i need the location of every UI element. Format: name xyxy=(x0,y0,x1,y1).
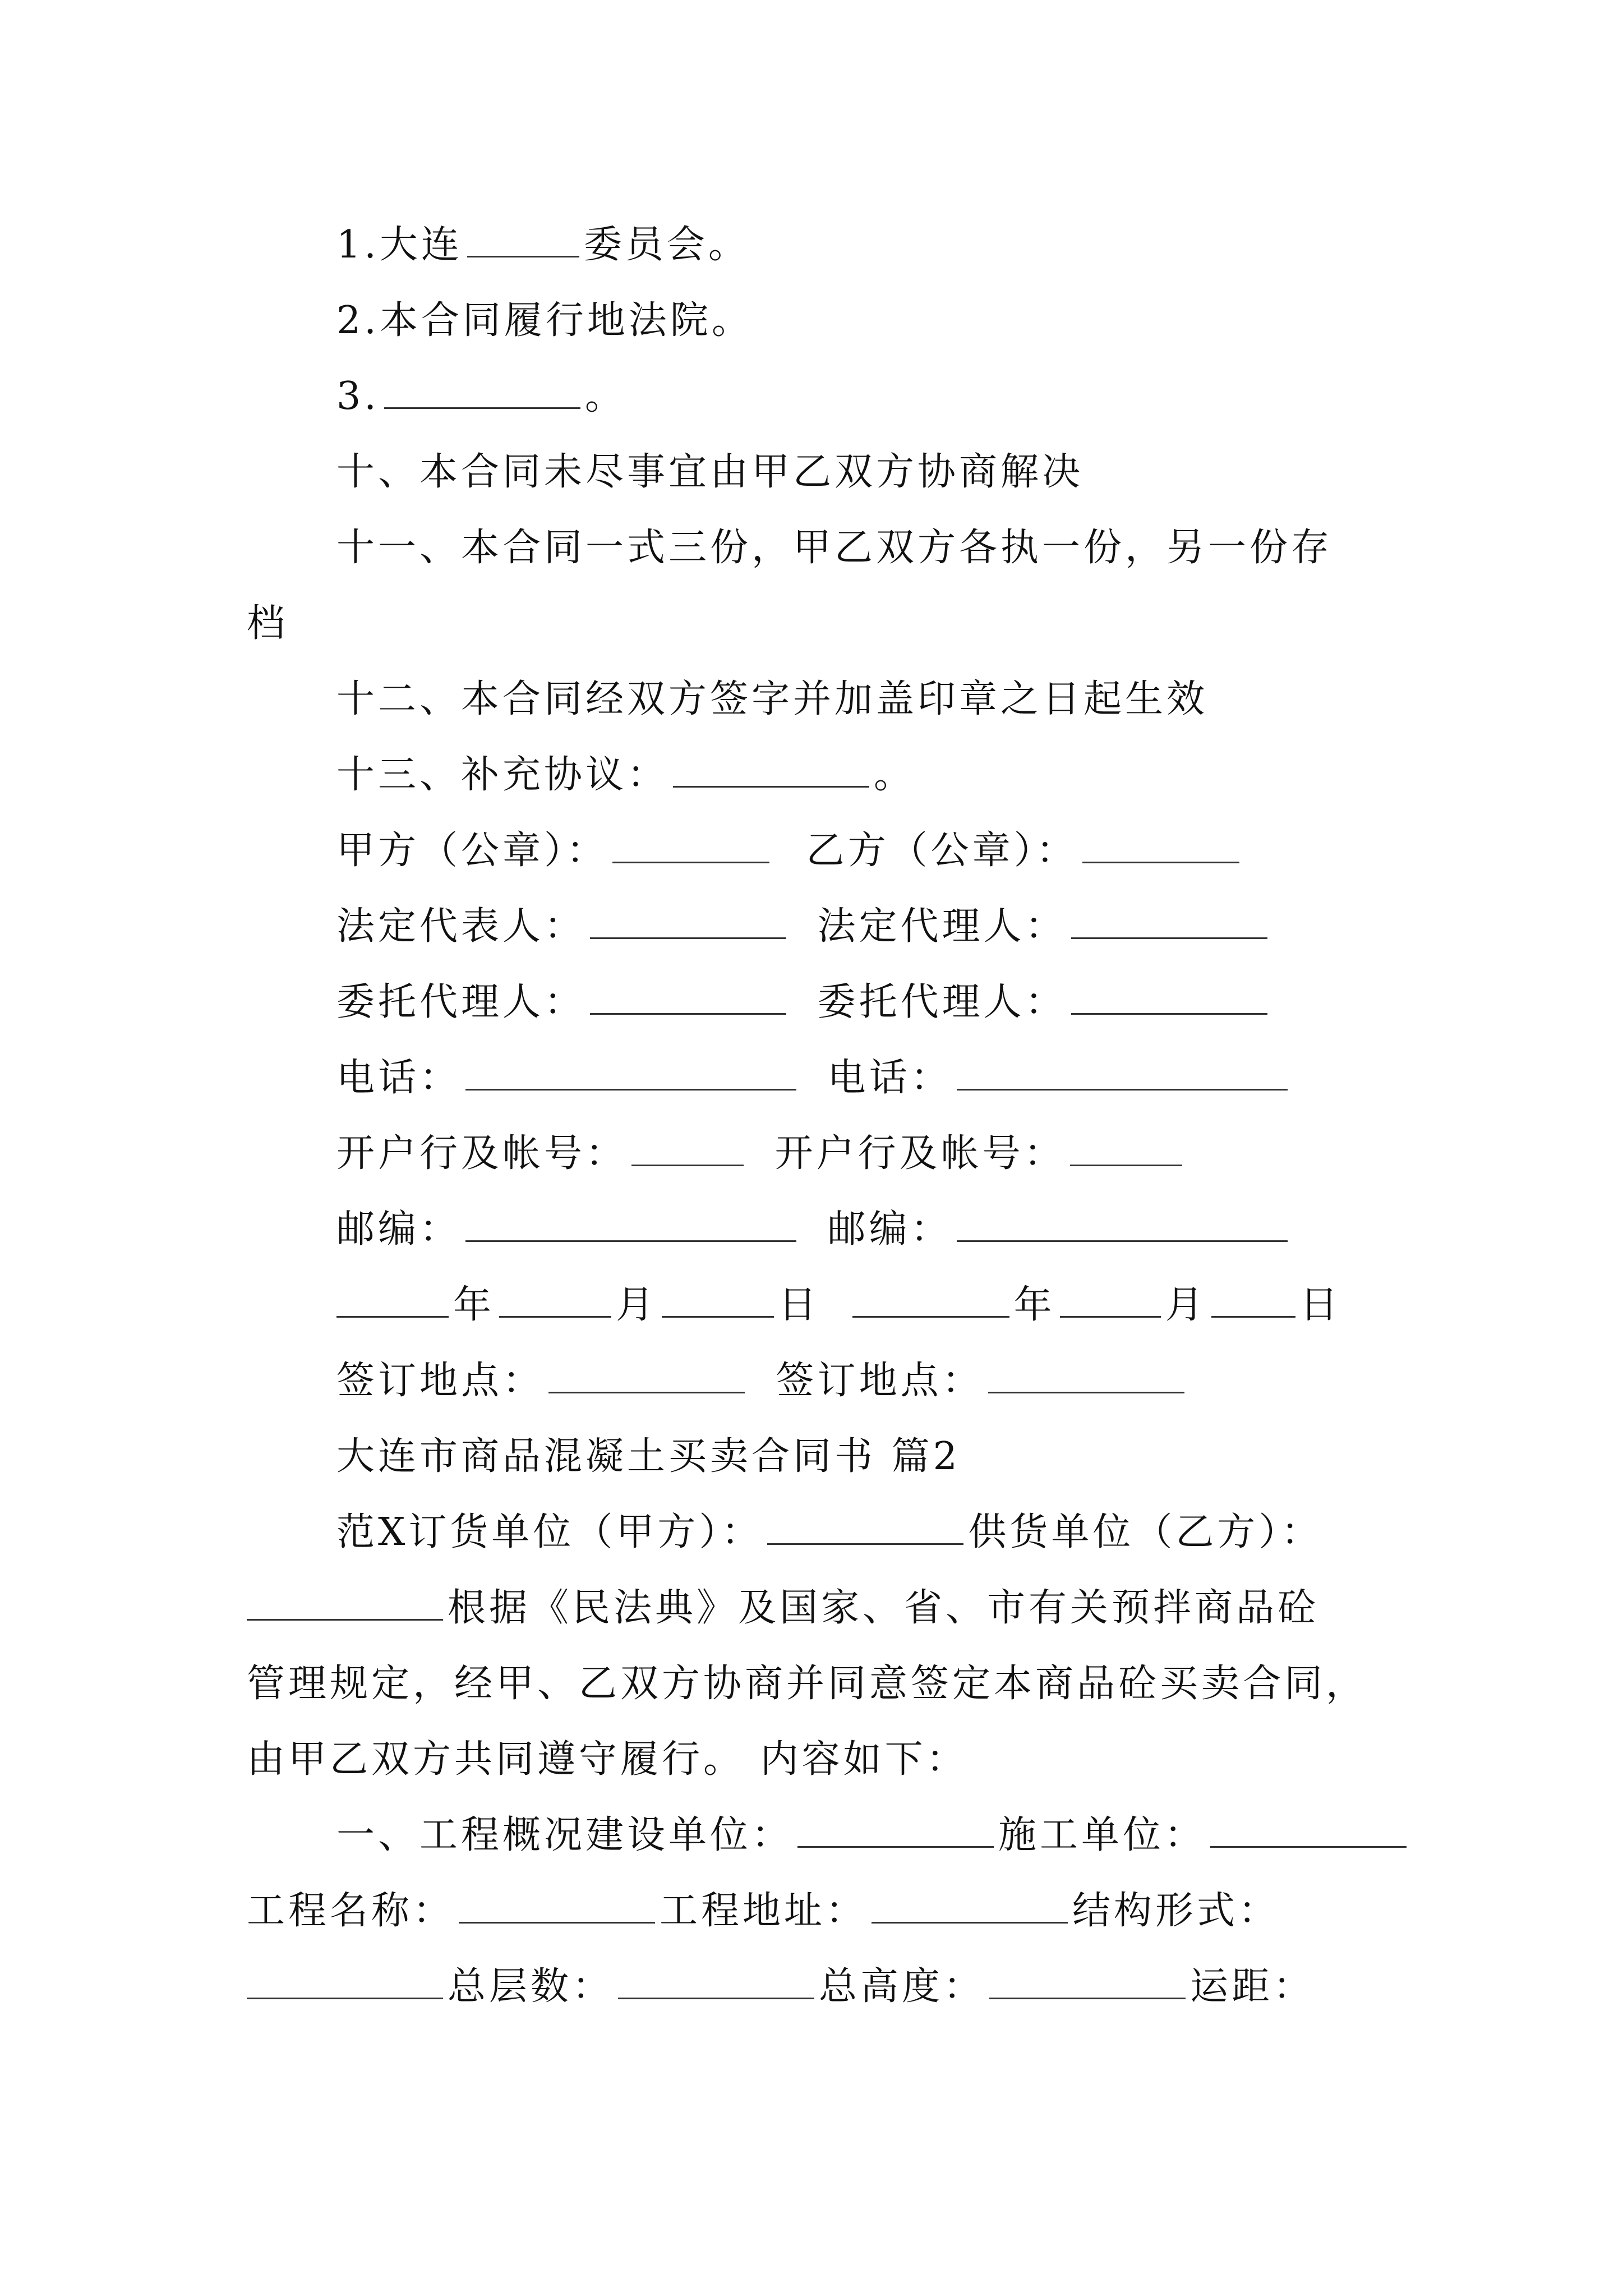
clause-text: 供货单位（乙方）： xyxy=(968,1510,1323,1554)
clause-text: 委员会。 xyxy=(583,223,750,267)
blank-field xyxy=(767,1512,963,1545)
blank-field xyxy=(1082,830,1239,863)
legal-agent-label: 法定代理人： xyxy=(817,904,1067,949)
blank-field xyxy=(1210,1815,1407,1848)
clause-line xyxy=(336,297,1481,344)
clause-line xyxy=(336,1509,1481,1556)
clause-text: 一、工程概况建设单位： xyxy=(336,1813,794,1857)
blank-field xyxy=(872,1890,1068,1924)
blank-field xyxy=(465,1209,796,1242)
clause-line xyxy=(247,600,1391,647)
year-label: 年 xyxy=(453,1283,495,1327)
blank-field xyxy=(618,1966,814,1999)
section-title xyxy=(336,1433,1481,1480)
clause-text: 施工单位： xyxy=(998,1813,1206,1857)
signing-place-label: 签订地点： xyxy=(336,1359,545,1403)
date-row xyxy=(336,1282,1481,1329)
signing-place-label: 签订地点： xyxy=(776,1359,984,1403)
party-a-seal-label: 甲方（公章）： xyxy=(336,829,608,873)
clause-text: 。 xyxy=(874,753,916,797)
entrusted-agent-label: 委托代理人： xyxy=(336,980,586,1024)
signature-row xyxy=(336,1206,1481,1253)
signature-row xyxy=(336,827,1481,875)
blank-field xyxy=(957,1209,1288,1242)
signature-row xyxy=(336,979,1481,1026)
clause-text: 档 xyxy=(247,601,289,646)
clause-text: 运距： xyxy=(1190,1964,1315,2009)
blank-field xyxy=(590,982,786,1015)
blank-field xyxy=(631,1133,744,1166)
blank-field xyxy=(662,1285,774,1318)
blank-field xyxy=(1070,1133,1182,1166)
postcode-label: 邮编： xyxy=(827,1207,952,1251)
blank-field xyxy=(1060,1285,1161,1318)
month-label: 月 xyxy=(616,1283,658,1327)
clause-text: 结构形式： xyxy=(1072,1889,1280,1933)
blank-field xyxy=(797,1815,994,1848)
clause-text: 工程地址： xyxy=(660,1889,868,1933)
clause-line xyxy=(247,1660,1391,1708)
postcode-label: 邮编： xyxy=(336,1207,462,1251)
clause-line xyxy=(336,222,1481,269)
clause-line xyxy=(336,373,1481,420)
blank-field xyxy=(1071,906,1267,939)
clause-text: 2.本合同履行地法院。 xyxy=(336,298,753,343)
month-label: 月 xyxy=(1165,1283,1207,1327)
clause-line xyxy=(336,1812,1481,1859)
clause-text: 3. xyxy=(336,374,380,418)
clause-text: 工程名称： xyxy=(247,1889,455,1933)
blank-field xyxy=(467,224,579,257)
day-label: 日 xyxy=(778,1283,820,1327)
clause-line xyxy=(247,1585,1391,1632)
blank-field xyxy=(988,1360,1184,1393)
signature-row xyxy=(336,903,1481,950)
blank-field xyxy=(499,1285,611,1318)
blank-field xyxy=(247,1588,443,1621)
clause-text: 管理规定，经甲、乙双方协商并同意签定本商品砼买卖合同， xyxy=(247,1662,1368,1706)
blank-field xyxy=(247,1966,443,1999)
clause-line xyxy=(247,1963,1391,2010)
day-label: 日 xyxy=(1299,1283,1341,1327)
clause-text: 十二、本合同经双方签字并加盖印章之日起生效 xyxy=(336,677,1209,721)
blank-field xyxy=(465,1057,796,1091)
clause-line xyxy=(336,524,1481,572)
clause-text: 十三、补充协议： xyxy=(336,753,669,797)
blank-field xyxy=(957,1057,1288,1091)
blank-field xyxy=(989,1966,1186,1999)
clause-text: 1.大连 xyxy=(336,223,463,267)
blank-field xyxy=(852,1285,1009,1318)
year-label: 年 xyxy=(1013,1283,1055,1327)
clause-line xyxy=(336,449,1481,496)
clause-line xyxy=(336,752,1481,799)
blank-field xyxy=(1211,1285,1295,1318)
party-b-seal-label: 乙方（公章）： xyxy=(806,829,1078,873)
blank-field xyxy=(673,754,869,788)
blank-field xyxy=(612,830,769,863)
clause-text: 十、本合同未尽事宜由甲乙双方协商解决 xyxy=(336,450,1084,494)
clause-text: 范X订货单位（甲方）： xyxy=(336,1510,763,1554)
signature-row xyxy=(336,1358,1481,1405)
legal-rep-label: 法定代表人： xyxy=(336,904,586,949)
signature-row xyxy=(336,1130,1481,1177)
blank-field xyxy=(384,376,580,409)
clause-text: 总高度： xyxy=(819,1964,985,2009)
clause-text: 十一、本合同一式三份，甲乙双方各执一份，另一份存 xyxy=(336,526,1333,570)
clause-line xyxy=(247,1736,1391,1783)
blank-field xyxy=(548,1360,745,1393)
bank-account-label: 开户行及帐号： xyxy=(774,1131,1066,1176)
clause-text: 由甲乙双方共同遵守履行。 内容如下： xyxy=(247,1737,968,1782)
clause-text: 总层数： xyxy=(448,1964,614,2009)
blank-field xyxy=(1071,982,1267,1015)
entrusted-agent-label: 委托代理人： xyxy=(817,980,1067,1024)
blank-field xyxy=(336,1285,449,1318)
clause-line xyxy=(247,1888,1391,1935)
signature-row xyxy=(336,1055,1481,1102)
phone-label: 电话： xyxy=(336,1056,462,1100)
section-title-text: 大连市商品混凝土买卖合同书 篇2 xyxy=(336,1434,961,1479)
phone-label: 电话： xyxy=(827,1056,952,1100)
bank-account-label: 开户行及帐号： xyxy=(336,1131,628,1176)
clause-line xyxy=(336,676,1481,723)
blank-field xyxy=(590,906,786,939)
blank-field xyxy=(459,1890,655,1924)
clause-text: 根据《民法典》及国家、省、市有关预拌商品砼 xyxy=(448,1586,1320,1630)
clause-text: 。 xyxy=(584,374,626,418)
